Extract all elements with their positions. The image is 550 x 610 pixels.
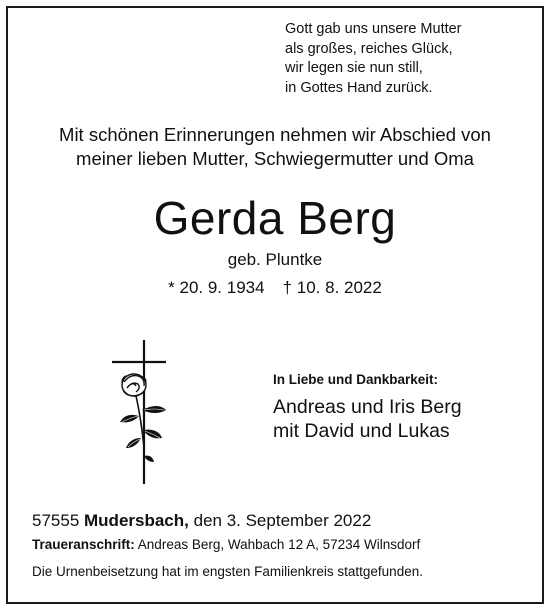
mourners-names xyxy=(273,395,462,443)
mourners-line: mit David und Lukas xyxy=(273,420,450,442)
city: Mudersbach, xyxy=(84,511,189,530)
death-date: † 10. 8. 2022 xyxy=(282,278,382,297)
mourners-line: Andreas und Iris Berg xyxy=(273,396,462,418)
cross-with-rose-icon xyxy=(108,338,178,488)
mourning-address xyxy=(32,536,420,554)
poem xyxy=(285,20,515,98)
mourners-label: In Liebe und Dankbarkeit: xyxy=(273,372,439,387)
birth-date: * 20. 9. 1934 xyxy=(168,278,265,297)
poem-line: wir legen sie nun still, xyxy=(285,60,423,76)
life-dates xyxy=(0,277,550,299)
notice-date: den 3. September 2022 xyxy=(193,511,372,530)
postal-code: 57555 xyxy=(32,511,80,530)
poem-line: in Gottes Hand zurück. xyxy=(285,79,433,96)
address-text: Andreas Berg, Wahbach 12 A, 57234 Wilnsdorf xyxy=(137,537,421,552)
deceased-name: Gerda Berg xyxy=(153,192,397,244)
intro-line: Mit schönen Erinnerungen nehmen wir Abschied von xyxy=(59,124,491,145)
intro-line: meiner lieben Mutter, Schwiegermutter und Oma xyxy=(76,148,474,169)
poem-line: als großes, reiches Glück, xyxy=(285,40,453,57)
address-label: Traueranschrift: xyxy=(32,537,135,552)
poem-line: Gott gab uns unsere Mutter xyxy=(285,21,462,37)
intro-text xyxy=(0,123,550,171)
burial-notice: Die Urnenbeisetzung hat im engsten Familienkreis stattgefunden. xyxy=(32,564,423,579)
place-and-date xyxy=(32,510,371,532)
maiden-name: geb. Pluntke xyxy=(227,250,323,269)
